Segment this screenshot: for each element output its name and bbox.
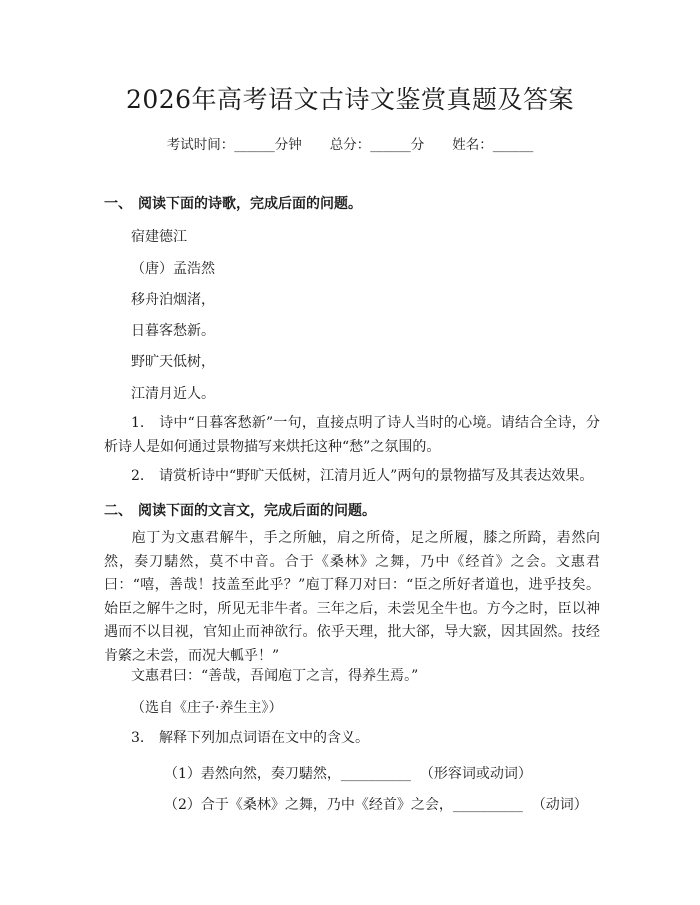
question-3-item-2 [164, 794, 588, 814]
poem-line-4: 江清月近人。 [131, 386, 215, 402]
poem-line-2: 日暮客愁新。 [131, 323, 215, 339]
poem-line-1: 移舟泊烟渚， [131, 292, 215, 308]
section-2-title: 阅读下面的文言文，完成后面的问题。 [138, 503, 376, 519]
passage-source: （选自《庄子·养生主》） [131, 700, 283, 716]
section-2-number: 二、 [104, 503, 132, 519]
score-label: 总分： [329, 137, 371, 153]
time-label: 考试时间： [166, 137, 235, 153]
name-label: 姓名： [452, 137, 493, 153]
passage-text [104, 527, 600, 668]
question-3-number: 3. [131, 730, 145, 746]
time-blank: ______ [234, 137, 275, 153]
section-1-title: 阅读下面的诗歌，完成后面的问题。 [138, 196, 362, 212]
item-1-text: （1）砉然向然，奏刀騞然， [164, 766, 341, 782]
passage-reply: 文惠君曰：“善哉，吾闻庖丁之言，得养生焉。” [131, 668, 419, 684]
passage-body: 庖丁为文惠君解牛，手之所触，肩之所倚，足之所履，膝之所踦，砉然向然，奏刀騞然，莫不中音。合于《桑林》之舞，乃中《经首》之会。文惠君曰：“嘻，善哉！技盖至此乎？”庖丁释刀对曰：“臣之所好者道也，进乎技矣。始臣之解牛之时，所见无非牛者。三年之后，未尝见全牛也。方今之时，臣以神遇而不以目视，官知止而神欲行。依乎天理，批大郤，导大窾，因其固然。技经肯綮之未尝，而况大軱乎！” [104, 530, 600, 664]
question-1-number: 1. [131, 415, 145, 431]
section-1-number: 一、 [104, 196, 132, 212]
time-unit: 分钟 [274, 137, 302, 153]
question-2 [104, 465, 600, 489]
question-1-text: 诗中“日暮客愁新”一句，直接点明了诗人当时的心境。请结合全诗，分析诗人是如何通过景物描写来烘托这种“愁”之氛围的。 [104, 415, 600, 455]
question-3-item-1 [164, 763, 532, 783]
name-blank: ______ [492, 137, 534, 153]
item-1-answer-blank[interactable]: __________ [340, 766, 411, 782]
page-title: 2026年高考语文古诗文鉴赏真题及答案 [125, 85, 575, 114]
exam-meta-line [0, 133, 700, 153]
score-unit: 分 [410, 137, 425, 153]
question-2-text: 请赏析诗中“野旷天低树，江清月近人”两句的景物描写及其表达效果。 [159, 468, 594, 484]
question-2-number: 2. [131, 468, 145, 484]
item-2-text: （2）合于《桑林》之舞，乃中《经首》之会， [164, 797, 453, 813]
question-3 [104, 727, 600, 751]
item-1-hint: （形容词或动词） [419, 766, 532, 782]
item-2-answer-blank[interactable]: __________ [452, 797, 523, 813]
poem-author: （唐）孟浩然 [131, 261, 215, 277]
poem-title: 宿建德江 [131, 229, 187, 245]
score-blank: ______ [370, 137, 411, 153]
section-2-heading [104, 500, 376, 520]
question-3-text: 解释下列加点词语在文中的含义。 [159, 730, 369, 746]
poem-line-3: 野旷天低树， [131, 354, 215, 370]
section-1-heading [104, 193, 362, 213]
question-1 [104, 412, 600, 459]
item-2-hint: （动词） [531, 797, 588, 813]
